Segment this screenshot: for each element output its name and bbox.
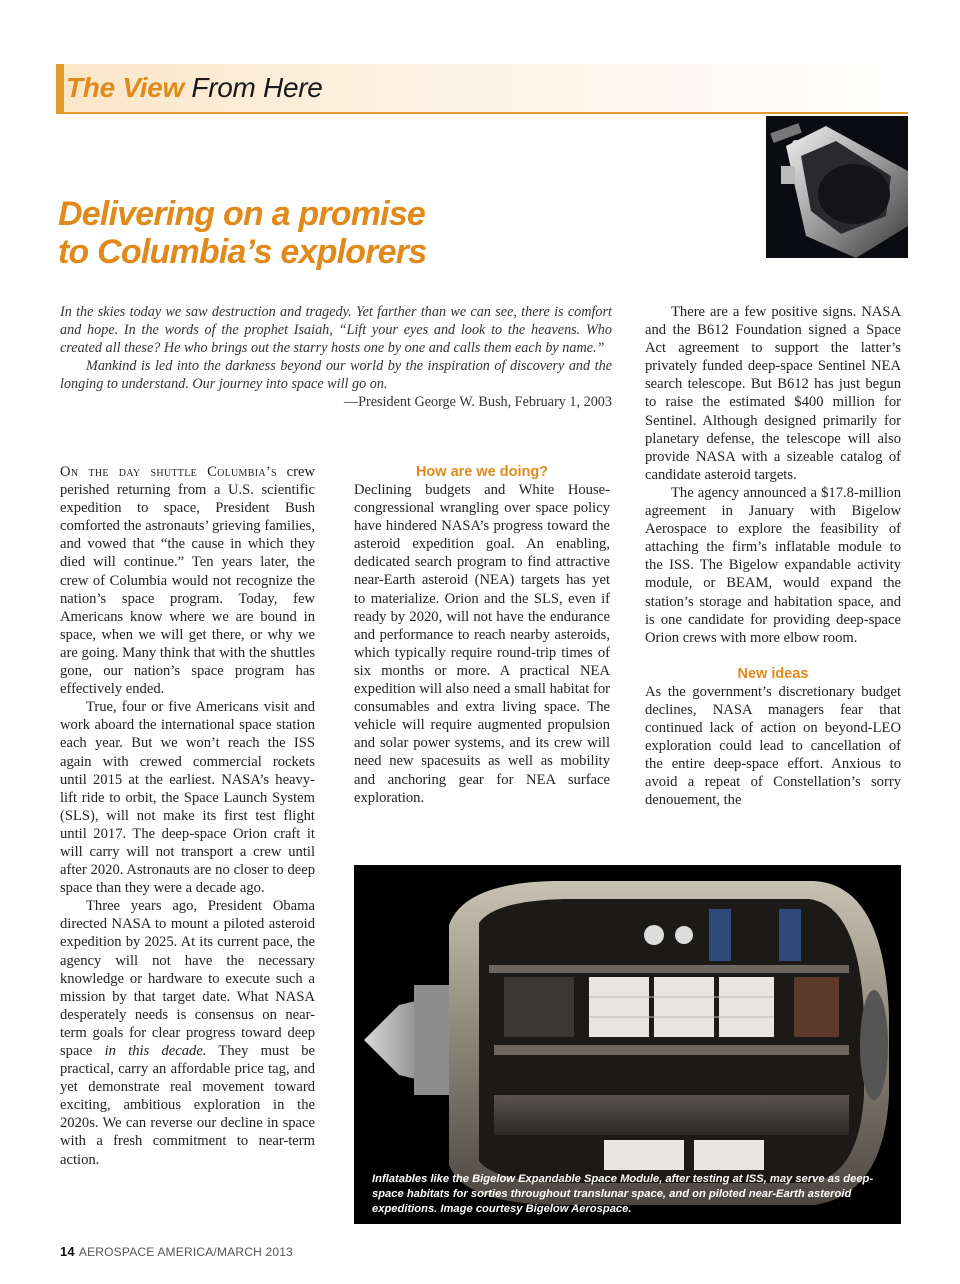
article-headline — [58, 195, 426, 271]
headline-line-2: to Columbia’s explorers — [58, 233, 427, 271]
section-title — [66, 72, 323, 104]
page-footer — [60, 1244, 293, 1259]
col1-paragraph-3-emphasis: in this decade. — [104, 1043, 207, 1059]
quote-paragraph-2: Mankind is led into the darkness beyond our world by the inspiration of discovery and the longing to understand. Our journey into space will go on. — [60, 358, 612, 392]
body-column-1 — [60, 463, 315, 1169]
figure-caption: Inflatables like the Bigelow Expandable Space Module, after testing at ISS, may serve as deep-space habitats for sorties throughout translunar space, and on piloted near-Earth asteroid expeditions. Image courtesy Bigelow Aerospace. — [372, 1173, 874, 1215]
col1-paragraph-1 — [60, 463, 315, 698]
epigraph-quote — [60, 303, 612, 411]
col1-paragraph-1-text: crew perished returning from a U.S. scientific expedition to space, President Bush comforted the astronauts’ grieving families, and vowed that “the cause in which they died will continue.” Ten years later, the crew of Columbia would not recognize the nation’s space program. Today, few Americans know where we are bound in space, when we will get there, or why we are going. Many think that with the shuttles gone, our nation’s space program has effectively ended. — [60, 464, 315, 698]
col1-paragraph-3-b: They must be practical, carry an affordable price tag, and yet demonstrate real movement toward exciting, ambitious exploration in the 2020s. We can reverse our decline in space with a fresh commitment to near-term action. — [60, 1043, 315, 1168]
col1-paragraph-2: True, four or five Americans visit and work aboard the international space station each year. But we won’t reach the ISS again with crewed commercial rockets until 2015 at the earliest. NASA’s heavy-lift ride to orbit, the Space Launch System (SLS), will not make its first test flight until 2017. The deep-space Orion craft it will carry will not transport a crew until after 2020. Astronauts are no closer to deep space than they were a decade ago. — [60, 699, 315, 897]
space-station-thumbnail — [766, 116, 908, 258]
quote-attribution: —President George W. Bush, February 1, 2003 — [343, 394, 612, 410]
body-column-3 — [645, 303, 901, 809]
drop-lead-in: On the day shuttle Columbia’s — [60, 464, 277, 480]
quote-paragraph-1: In the skies today we saw destruction and tragedy. Yet farther than we can see, there is comfort and hope. In the words of the prophet Isaiah, “Lift your eyes and look to the heavens. Who created all these? He who brings out the starry hosts one by one and calls them each by name.” — [60, 304, 612, 356]
subhead-new-ideas: New ideas — [737, 665, 809, 682]
page-number: 14 — [60, 1244, 75, 1259]
publication-line: AEROSPACE AMERICA/MARCH 2013 — [78, 1245, 293, 1259]
col1-paragraph-3-a: Three years ago, President Obama directed NASA to mount a piloted asteroid expedition by 2025. At its current pace, the agency will not have the necessary knowledge or hardware to execute such a mission by that target date. What NASA desperately needs is consensus on near-term goals for clear progress toward deep space — [60, 898, 315, 1059]
col3-paragraph-2: The agency announced a $17.8-million agreement in January with Bigelow Aerospace to explore the feasibility of attaching the firm’s inflatable module to the ISS. The Bigelow expandable activity module, or BEAM, would expand the station’s storage and habitation space, and is one candidate for providing deep-space Orion crews with more elbow room. — [645, 484, 901, 646]
section-header-rule — [56, 112, 908, 114]
section-title-rest: From Here — [183, 72, 323, 103]
subhead-how-are-we-doing: How are we doing? — [415, 464, 549, 480]
col1-paragraph-3 — [60, 897, 315, 1168]
headline-line-1: Delivering on a promise — [58, 195, 426, 233]
col3-paragraph-1: There are a few positive signs. NASA and the B612 Foundation signed a Space Act agreement to support the latter’s privately funded deep-space Sentinel NEA search telescope. But B612 has just begun to raise the estimated $400 million for Sentinel. Although designed primarily for planetary defense, the telescope will also provide NASA with a sizeable catalog of candidate asteroid targets. — [645, 304, 901, 483]
col2-paragraph-1: Declining budgets and White House-congressional wrangling over space policy have hindered NASA’s progress toward the asteroid expedition goal. An enabling, dedicated search program to find attractive near-Earth asteroid (NEA) targets has yet to materialize. Orion and the SLS, even if ready by 2020, will not have the endurance and performance to reach nearby asteroids, which typically require round-trip times of six months or more. A practical NEA expedition will also need a small habitat for consumables and extra living space. The vehicle will require augmented propulsion and solar power systems, and its crew will need new spacesuits as well as mobility and anchoring gear for NEA surface exploration. — [354, 482, 610, 806]
section-title-bold: The View — [66, 72, 184, 103]
inflatable-module-cutaway-illustration — [354, 865, 901, 1224]
space-station-illustration — [766, 116, 908, 258]
body-column-2 — [354, 463, 610, 807]
section-tab — [56, 64, 64, 114]
col3-paragraph-3: As the government’s discretionary budget declines, NASA managers fear that continued lack of action on beyond-LEO exploration could lead to cancellation of the entire deep-space effort. Anxious to avoid a repeat of Constellation’s sorry denouement, the — [645, 683, 901, 809]
bigelow-module-figure — [354, 865, 901, 1224]
